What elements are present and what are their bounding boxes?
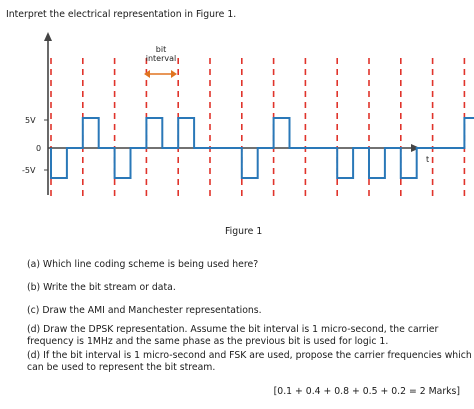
bit-interval-label: bit: [155, 45, 167, 54]
heading: Interpret the electrical representation in Figure 1.: [6, 9, 237, 20]
question-d-fsk: (d) If the bit interval is 1 micro-second and FSK are used, propose the carrier frequencies which can be used to represent the bit stream.: [27, 350, 472, 373]
question-b: (b) Write the bit stream or data.: [27, 282, 176, 293]
marks: [0.1 + 0.4 + 0.8 + 0.5 + 0.2 = 2 Marks]: [273, 386, 460, 397]
bit-interval-label-2: interval: [145, 54, 177, 63]
figure-caption: Figure 1: [225, 226, 263, 237]
bit-interval-arrow: [144, 70, 177, 78]
question-a: (a) Which line coding scheme is being used here?: [27, 259, 259, 270]
question-c: (c) Draw the AMI and Manchester representations.: [27, 305, 262, 316]
question-d-dpsk: (d) Draw the DPSK representation. Assume the bit interval is 1 micro-second, the carrier frequency is 1MHz and the same phase as the previous bit is used for logic 1.: [27, 324, 439, 347]
x-label-t: t: [426, 155, 430, 164]
y-axis-arrow: [44, 32, 52, 41]
y-label-neg5v: -5V: [22, 166, 36, 175]
y-label-zero: 0: [36, 144, 42, 153]
y-label-5v: 5V: [25, 116, 36, 125]
